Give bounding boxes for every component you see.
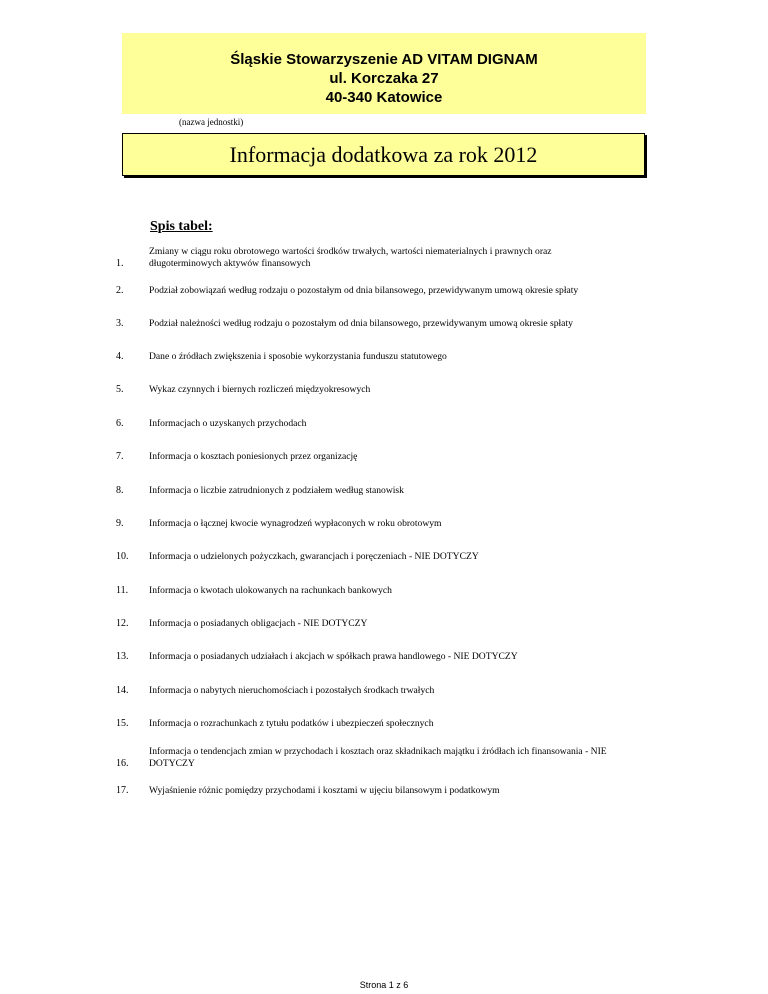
organization-name: Śląskie Stowarzyszenie AD VITAM DIGNAM	[230, 51, 538, 68]
toc-item-text: Informacja o tendencjach zmian w przychodach i kosztach oraz składnikach majątku i źródłach ich finansowania - NIE DOTYCZY	[149, 746, 607, 769]
page-number-footer: Strona 1 z 6	[359, 980, 409, 990]
toc-item-number: 2.	[116, 285, 124, 296]
toc-item-number: 4.	[116, 351, 124, 362]
organization-header-box	[122, 33, 646, 114]
toc-item-number: 8.	[116, 485, 124, 496]
toc-item-text: Wykaz czynnych i biernych rozliczeń międzyokresowych	[149, 384, 371, 395]
toc-item-number: 15.	[116, 718, 129, 729]
toc-item-text: Informacja o łącznej kwocie wynagrodzeń wypłaconych w roku obrotowym	[149, 518, 442, 529]
toc-item-text: Informacja o rozrachunkach z tytułu podatków i ubezpieczeń społecznych	[149, 718, 434, 729]
toc-item-text: Informacjach o uzyskanych przychodach	[149, 418, 307, 429]
toc-heading: Spis tabel:	[150, 219, 213, 234]
toc-item-number: 16.	[116, 758, 129, 769]
toc-item-text: Podział należności według rodzaju o pozostałym od dnia bilansowego, przewidywanym umową okresie spłaty	[149, 318, 573, 329]
toc-item-number: 17.	[116, 785, 129, 796]
toc-item-number: 6.	[116, 418, 124, 429]
toc-item-text: Dane o źródłach zwiększenia i sposobie wykorzystania funduszu statutowego	[149, 351, 447, 362]
document-title: Informacja dodatkowa za rok 2012	[122, 133, 645, 176]
toc-item-number: 1.	[116, 258, 124, 269]
toc-item-text: Informacja o kosztach poniesionych przez organizację	[149, 451, 358, 462]
toc-item-text: Informacja o posiadanych udziałach i akcjach w spółkach prawa handlowego - NIE DOTYCZY	[149, 651, 518, 662]
toc-item-text: Wyjaśnienie różnic pomiędzy przychodami i kosztami w ujęciu bilansowym i podatkowym	[149, 785, 500, 796]
toc-item-number: 9.	[116, 518, 124, 529]
toc-item-number: 13.	[116, 651, 129, 662]
toc-item-text: Informacja o kwotach ulokowanych na rachunkach bankowych	[149, 585, 392, 596]
toc-item-number: 14.	[116, 685, 129, 696]
toc-item-text: Informacja o posiadanych obligacjach - NIE DOTYCZY	[149, 618, 368, 629]
toc-item-number: 12.	[116, 618, 129, 629]
toc-item-text: Zmiany w ciągu roku obrotowego wartości środków trwałych, wartości niematerialnych i prawnych oraz długoterminowych aktywów finansowych	[149, 246, 552, 269]
toc-item-text: Informacja o liczbie zatrudnionych z podziałem według stanowisk	[149, 485, 404, 496]
toc-item-number: 3.	[116, 318, 124, 329]
toc-item-number: 7.	[116, 451, 124, 462]
unit-caption: (nazwa jednostki)	[179, 117, 244, 127]
toc-item-text: Podział zobowiązań według rodzaju o pozostałym od dnia bilansowego, przewidywanym umową okresie spłaty	[149, 285, 579, 296]
toc-item-number: 11.	[116, 585, 129, 596]
toc-item-number: 5.	[116, 384, 124, 395]
organization-city: 40-340 Katowice	[325, 89, 443, 106]
toc-item-number: 10.	[116, 551, 129, 562]
organization-street: ul. Korczaka 27	[329, 70, 439, 87]
toc-item-text: Informacja o udzielonych pożyczkach, gwarancjach i poręczeniach - NIE DOTYCZY	[149, 551, 479, 562]
toc-item-text: Informacja o nabytych nieruchomościach i pozostałych środkach trwałych	[149, 685, 435, 696]
